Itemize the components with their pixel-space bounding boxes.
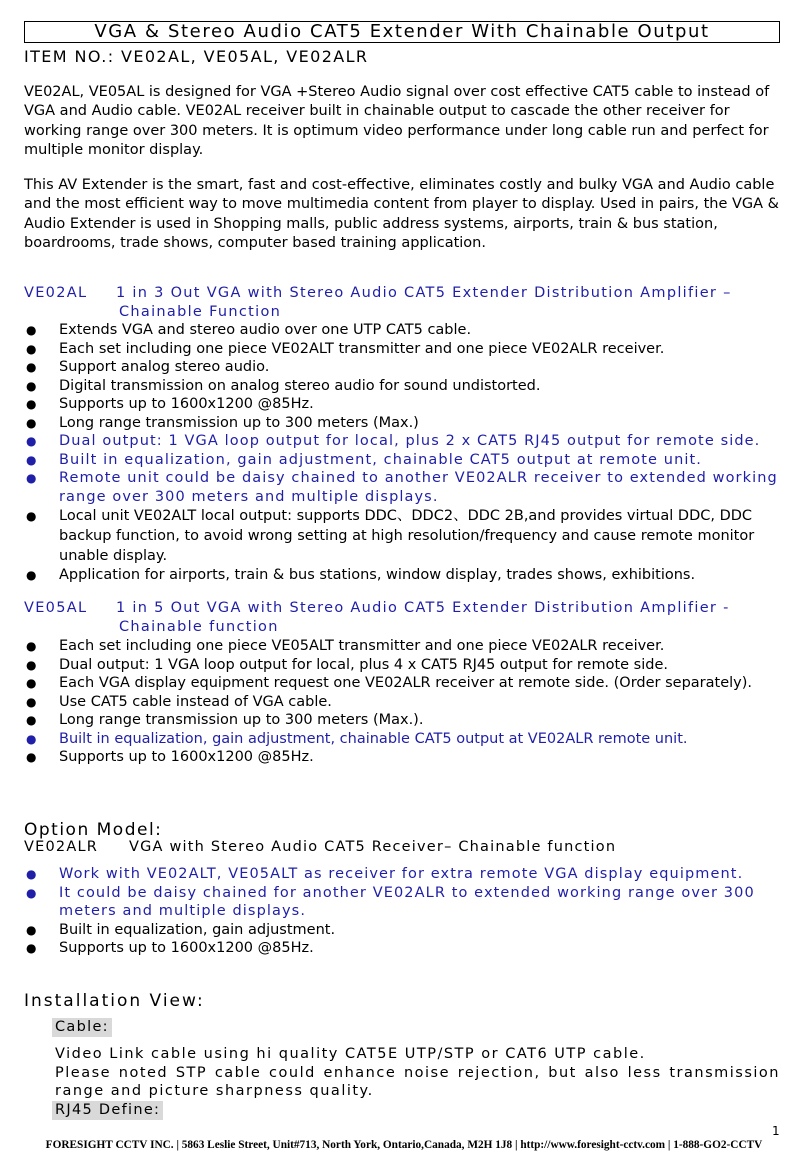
option-feature-list — [24, 865, 784, 958]
option-description: VGA with Stereo Audio CAT5 Receiver– Chainable function — [129, 839, 617, 855]
ve02al-description-cont: Chainable Function — [119, 304, 282, 320]
list-item: ● Extends VGA and stereo audio over one UTP CAT5 cable. — [24, 321, 784, 340]
list-item: ● Work with VE02ALT, VE05ALT as receiver for extra remote VGA display equipment. — [24, 865, 784, 884]
installation-title: Installation View: — [24, 991, 205, 1011]
rj45-define-label: RJ45 Define: — [52, 1101, 163, 1120]
list-item: ● Local unit VE02ALT local output: supports DDC、DDC2、DDC 2B,and provides virtual DDC, DDC backup function, to avoid wrong setting at high resolution/frequency and cause remote monitor unable display. — [24, 506, 784, 566]
list-item: ● Support analog stereo audio. — [24, 358, 784, 377]
ve02al-heading — [24, 284, 794, 322]
list-item: ● Digital transmission on analog stereo audio for sound undistorted. — [24, 377, 784, 396]
list-item: ● Each set including one piece VE02ALT transmitter and one piece VE02ALR receiver. — [24, 340, 784, 359]
list-item: ● Remote unit could be daisy chained to another VE02ALR receiver to extended working range over 300 meters and multiple displays. — [24, 469, 784, 506]
list-item: ● Application for airports, train & bus stations, window display, trades shows, exhibitions. — [24, 566, 784, 585]
list-item: ● It could be daisy chained for another VE02ALR to extended working range over 300 meters and multiple displays. — [24, 884, 784, 921]
list-item: ● Each set including one piece VE05ALT transmitter and one piece VE02ALR receiver. — [24, 637, 784, 656]
list-item: ● Built in equalization, gain adjustment. — [24, 921, 784, 940]
list-item: ● Dual output: 1 VGA loop output for local, plus 4 x CAT5 RJ45 output for remote side. — [24, 656, 784, 675]
list-item: ● Built in equalization, gain adjustment, chainable CAT5 output at remote unit. — [24, 451, 784, 470]
ve05al-heading — [24, 599, 794, 637]
cable-line-2: Please noted STP cable could enhance noise rejection, but also less transmission range and picture sharpness quality. — [55, 1064, 780, 1100]
cable-description — [55, 1045, 780, 1101]
item-number: ITEM NO.: VE02AL, VE05AL, VE02ALR — [24, 47, 369, 66]
list-item: ● Supports up to 1600x1200 @85Hz. — [24, 395, 784, 414]
list-item: ● Long range transmission up to 300 meters (Max.). — [24, 711, 784, 730]
list-item: ● Each VGA display equipment request one VE02ALR receiver at remote side. (Order separately). — [24, 674, 784, 693]
ve02al-feature-list — [24, 321, 784, 585]
ve05al-feature-list — [24, 637, 784, 767]
list-item: ● Supports up to 1600x1200 @85Hz. — [24, 939, 784, 958]
ve05al-description: 1 in 5 Out VGA with Stereo Audio CAT5 Extender Distribution Amplifier - — [116, 600, 730, 616]
page-number: 1 — [772, 1124, 780, 1138]
list-item: ● Built in equalization, gain adjustment, chainable CAT5 output at VE02ALR remote unit. — [24, 730, 784, 749]
list-item: ● Use CAT5 cable instead of VGA cable. — [24, 693, 784, 712]
ve02al-description: 1 in 3 Out VGA with Stereo Audio CAT5 Extender Distribution Amplifier – — [116, 285, 732, 301]
cable-line-1: Video Link cable using hi quality CAT5E UTP/STP or CAT6 UTP cable. — [55, 1046, 646, 1062]
cable-label: Cable: — [52, 1018, 112, 1037]
footer: FORESIGHT CCTV INC. | 5863 Leslie Street, Unit#713, North York, Ontario,Canada, M2H 1J8 | http://www.foresight-cctv.com | 1-888-GO2-CCTV — [45, 1139, 763, 1151]
list-item: ● Long range transmission up to 300 meters (Max.) — [24, 414, 784, 433]
ve05al-description-cont: Chainable function — [119, 619, 279, 635]
option-model-title: Option Model: — [24, 820, 163, 840]
intro-paragraph-2: This AV Extender is the smart, fast and cost-effective, eliminates costly and bulky VGA and Audio cable and the most efficient way to move multimedia content from player to display. Used in pairs, the VGA & Audio Extender is used in Shopping malls, public address systems, airports, train & bus station, boardrooms, trade shows, computer based training application. — [24, 177, 779, 252]
list-item: ● Supports up to 1600x1200 @85Hz. — [24, 748, 784, 767]
document-title: VGA & Stereo Audio CAT5 Extender With Chainable Output — [24, 21, 780, 43]
ve02al-code: VE02AL — [24, 285, 88, 301]
intro-paragraph-1: VE02AL, VE05AL is designed for VGA +Stereo Audio signal over cost effective CAT5 cable to instead of VGA and Audio cable. VE02AL receiver built in chainable output to cascade the other receiver for working range over 300 meters. It is optimum video performance under long cable run and perfect for multiple monitor display. — [24, 84, 770, 159]
option-code: VE02ALR — [24, 839, 99, 855]
ve05al-code: VE05AL — [24, 600, 88, 616]
list-item: ● Dual output: 1 VGA loop output for local, plus 2 x CAT5 RJ45 output for remote side. — [24, 432, 784, 451]
option-model-heading — [24, 839, 616, 855]
